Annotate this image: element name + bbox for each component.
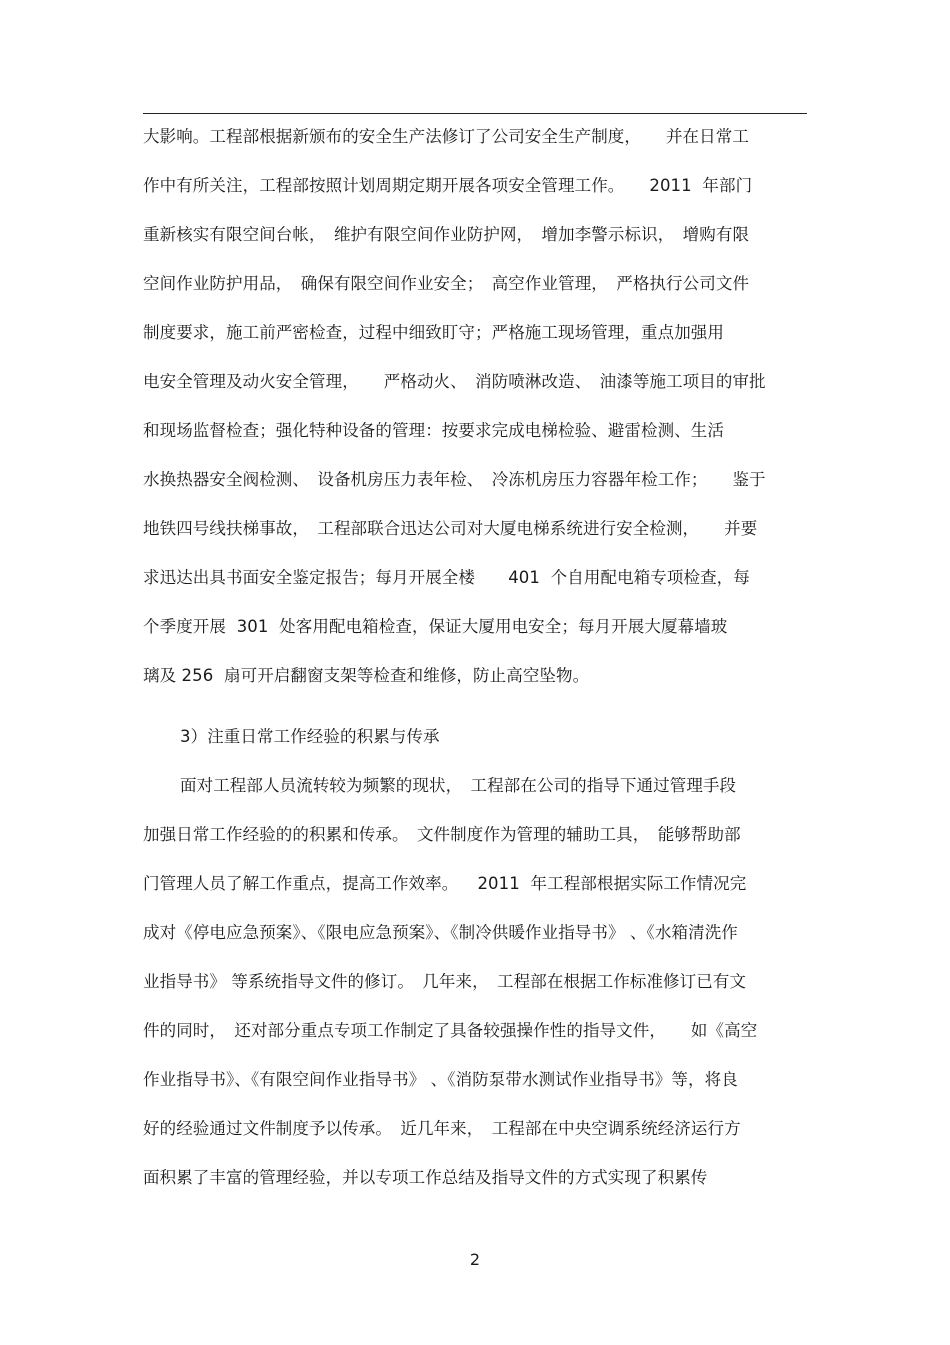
body-line: 电安全管理及动火安全管理， 严格动火、 消防喷淋改造、 油漆等施工项目的审批	[143, 372, 766, 391]
paragraph-line: 业指导书》 等系统指导文件的修订。 几年来， 工程部在根据工作标准修订已有文	[143, 972, 747, 991]
paragraph-line: 作业指导书》、《有限空间作业指导书》 、《消防泵带水测试作业指导书》等，将良	[143, 1070, 738, 1089]
paragraph-line: 好的经验通过文件制度予以传承。 近几年来， 工程部在中央空调系统经济运行方	[143, 1119, 741, 1138]
body-line: 地铁四号线扶梯事故， 工程部联合迅达公司对大厦电梯系统进行安全检测， 并要	[143, 519, 758, 538]
header-rule	[143, 113, 807, 114]
body-line: 作中有所关注，工程部按照计划周期定期开展各项安全管理工作。 2011 年部门	[143, 176, 753, 195]
body-line: 璃及 256 扇可开启翻窗支架等检查和维修，防止高空坠物。	[143, 666, 590, 685]
paragraph-line: 面对工程部人员流转较为频繁的现状， 工程部在公司的指导下通过管理手段	[180, 776, 737, 795]
paragraph-line: 面积累了丰富的管理经验，并以专项工作总结及指导文件的方式实现了积累传	[143, 1168, 708, 1187]
body-line: 个季度开展 301 处客用配电箱检查，保证大厦用电安全；每月开展大厦幕墙玻	[143, 617, 728, 636]
body-line: 求迅达出具书面安全鉴定报告；每月开展全楼 401 个自用配电箱专项检查，每	[143, 568, 750, 587]
body-line: 重新核实有限空间台帐， 维护有限空间作业防护网， 增加李警示标识， 增购有限	[143, 225, 750, 244]
body-line: 和现场监督检查；强化特种设备的管理：按要求完成电梯检验、避雷检测、生活	[143, 421, 724, 440]
paragraph-line: 加强日常工作经验的的积累和传承。 文件制度作为管理的辅助工具， 能够帮助部	[143, 825, 741, 844]
paragraph-line: 门管理人员了解工作重点，提高工作效率。 2011 年工程部根据实际工作情况完	[143, 874, 747, 893]
paragraph-line: 成对《停电应急预案》、《限电应急预案》、《制冷供暖作业指导书》 、《水箱清洗作	[143, 923, 738, 942]
body-line: 制度要求，施工前严密检查，过程中细致盯守；严格施工现场管理，重点加强用	[143, 323, 724, 342]
paragraph-line: 件的同时， 还对部分重点专项工作制定了具备较强操作性的指导文件， 如《高空	[143, 1021, 758, 1040]
page-number: 2	[469, 1250, 481, 1269]
body-line: 水换热器安全阀检测、 设备机房压力表年检、 冷冻机房压力容器年检工作； 鉴于	[143, 470, 766, 489]
body-line: 大影响。工程部根据新颁布的安全生产法修订了公司安全生产制度， 并在日常工	[143, 127, 749, 146]
section-heading: 3）注重日常工作经验的积累与传承	[180, 727, 440, 746]
body-line: 空间作业防护用品， 确保有限空间作业安全； 高空作业管理， 严格执行公司文件	[143, 274, 750, 293]
